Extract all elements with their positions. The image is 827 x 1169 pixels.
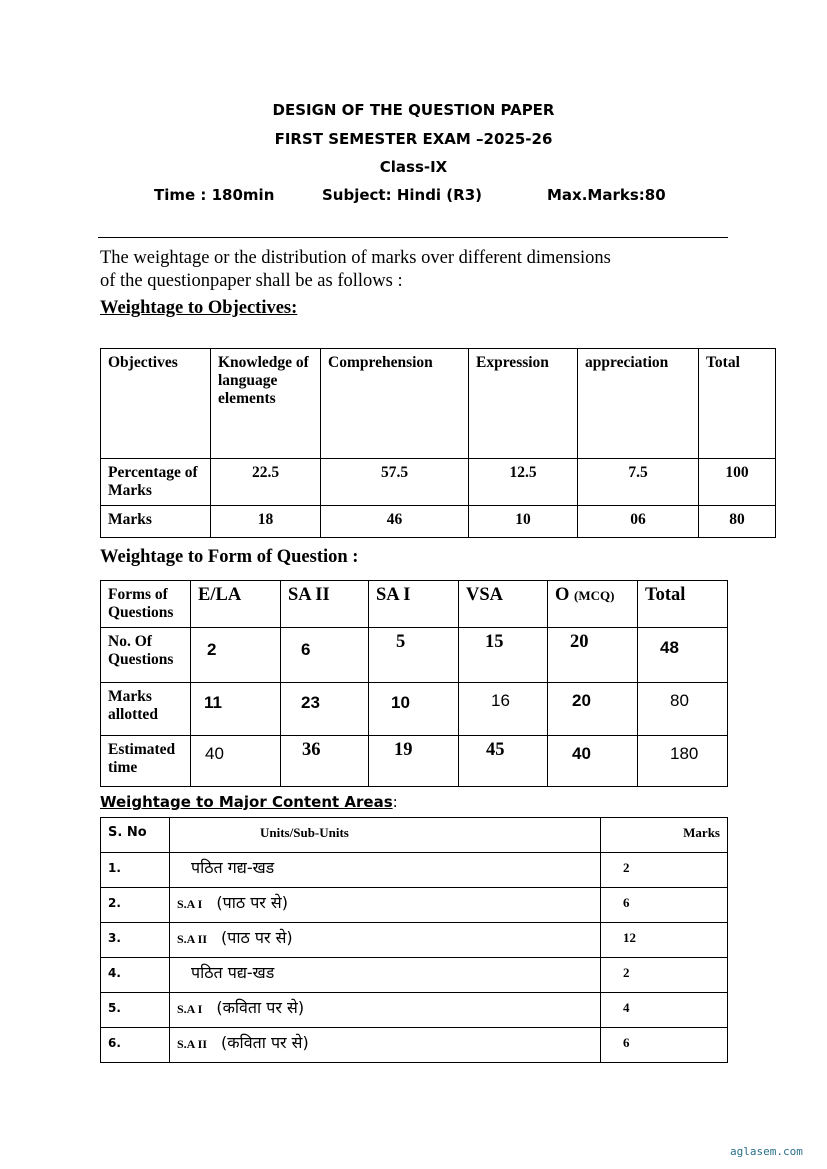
header-cell: VSA: [459, 581, 548, 628]
cell: 20: [548, 683, 638, 736]
table-row: [101, 853, 728, 888]
subject-label: Subject: Hindi (R3): [322, 186, 482, 204]
cell: 36: [281, 736, 369, 787]
header-cell: Total: [638, 581, 728, 628]
marks-cell: 6: [601, 888, 728, 923]
unit-prefix: S.A II: [177, 1037, 208, 1051]
unit-text: (पाठ पर से): [221, 928, 293, 947]
exam-title: FIRST SEMESTER EXAM –2025-26: [274, 130, 553, 148]
header-cell: Units/Sub-Units: [170, 818, 601, 853]
marks-cell: 2: [601, 853, 728, 888]
cell: 57.5: [321, 459, 469, 506]
table-row: [101, 459, 776, 506]
unit-text: पठित गद्य-खड: [191, 858, 275, 877]
unit-cell: [170, 923, 601, 958]
max-marks-label: Max.Marks:80: [547, 186, 666, 204]
cell: 10: [469, 506, 578, 538]
unit-text: (पाठ पर से): [216, 893, 288, 912]
intro-line: The weightage or the distribution of marks over different dimensions: [100, 248, 611, 268]
table-header-row: [101, 349, 776, 459]
unit-cell: [170, 993, 601, 1028]
marks-cell: 2: [601, 958, 728, 993]
cell: 40: [548, 736, 638, 787]
table-row: [101, 1028, 728, 1063]
sno-cell: 2.: [101, 888, 170, 923]
cell: 10: [369, 683, 459, 736]
row-label: Marks allotted: [101, 683, 191, 736]
cell: 20: [548, 628, 638, 683]
table-row: [101, 628, 728, 683]
unit-text: (कविता पर से): [221, 1033, 309, 1052]
row-label: Percentage of Marks: [101, 459, 211, 506]
class-label: Class-IX: [379, 158, 448, 176]
cell: 16: [459, 683, 548, 736]
header-cell: Forms of Questions: [101, 581, 191, 628]
header-cell: appreciation: [578, 349, 699, 459]
header-cell: Total: [699, 349, 776, 459]
row-label: No. Of Questions: [101, 628, 191, 683]
row-label: Estimated time: [101, 736, 191, 787]
content-heading: Weightage to Major Content Areas: [100, 793, 393, 811]
cell: 06: [578, 506, 699, 538]
table-row: [101, 506, 776, 538]
intro-paragraph: [100, 247, 740, 293]
cell: 100: [699, 459, 776, 506]
sno-cell: 4.: [101, 958, 170, 993]
table-row: [101, 736, 728, 787]
header-cell: Knowledge of language elements: [211, 349, 321, 459]
unit-text: (कविता पर से): [216, 998, 305, 1017]
table-row: [101, 683, 728, 736]
cell: 19: [369, 736, 459, 787]
objectives-table: [100, 348, 776, 538]
unit-prefix: S.A II: [177, 932, 208, 946]
cell: 46: [321, 506, 469, 538]
header-cell: Objectives: [101, 349, 211, 459]
sno-cell: 3.: [101, 923, 170, 958]
content-heading-wrap: [100, 793, 398, 811]
forms-heading: Weightage to Form of Question :: [100, 547, 359, 567]
header-cell: SA II: [281, 581, 369, 628]
divider: [98, 237, 728, 238]
content-areas-table: [100, 817, 728, 1063]
cell: 11: [191, 683, 281, 736]
marks-cell: 12: [601, 923, 728, 958]
cell: 80: [699, 506, 776, 538]
cell: 40: [191, 736, 281, 787]
table-row: [101, 958, 728, 993]
cell: 2: [191, 628, 281, 683]
header-cell: Expression: [469, 349, 578, 459]
unit-cell: [170, 888, 601, 923]
table-row: [101, 923, 728, 958]
table-header-row: [101, 818, 728, 853]
header-cell: [548, 581, 638, 628]
header-cell: Marks: [601, 818, 728, 853]
header-cell: SA I: [369, 581, 459, 628]
table-row: [101, 888, 728, 923]
cell: 180: [638, 736, 728, 787]
table-header-row: [101, 581, 728, 628]
header-cell: E/LA: [191, 581, 281, 628]
objectives-heading: Weightage to Objectives:: [100, 298, 298, 318]
row-label: Marks: [101, 506, 211, 538]
watermark: aglasem.com: [730, 1145, 803, 1158]
unit-prefix: S.A I: [177, 1002, 203, 1016]
sno-cell: 1.: [101, 853, 170, 888]
heading-colon: :: [392, 793, 398, 811]
unit-prefix: S.A I: [177, 897, 203, 911]
unit-text: पठित पद्य-खड: [191, 963, 275, 982]
header-text: O: [555, 585, 570, 605]
doc-title: DESIGN OF THE QUESTION PAPER: [272, 101, 555, 119]
marks-cell: 6: [601, 1028, 728, 1063]
header-subtext: (MCQ): [574, 588, 615, 603]
cell: 80: [638, 683, 728, 736]
cell: 15: [459, 628, 548, 683]
header-cell: Comprehension: [321, 349, 469, 459]
cell: 22.5: [211, 459, 321, 506]
forms-table: [100, 580, 728, 787]
cell: 18: [211, 506, 321, 538]
cell: 48: [638, 628, 728, 683]
unit-cell: [170, 1028, 601, 1063]
cell: 45: [459, 736, 548, 787]
cell: 6: [281, 628, 369, 683]
intro-line: of the questionpaper shall be as follows :: [100, 271, 403, 291]
unit-cell: [170, 958, 601, 993]
cell: 5: [369, 628, 459, 683]
header-cell: S. No: [101, 818, 170, 853]
table-row: [101, 993, 728, 1028]
sno-cell: 6.: [101, 1028, 170, 1063]
cell: 23: [281, 683, 369, 736]
cell: 7.5: [578, 459, 699, 506]
time-label: Time : 180min: [154, 186, 275, 204]
sno-cell: 5.: [101, 993, 170, 1028]
unit-cell: [170, 853, 601, 888]
cell: 12.5: [469, 459, 578, 506]
marks-cell: 4: [601, 993, 728, 1028]
